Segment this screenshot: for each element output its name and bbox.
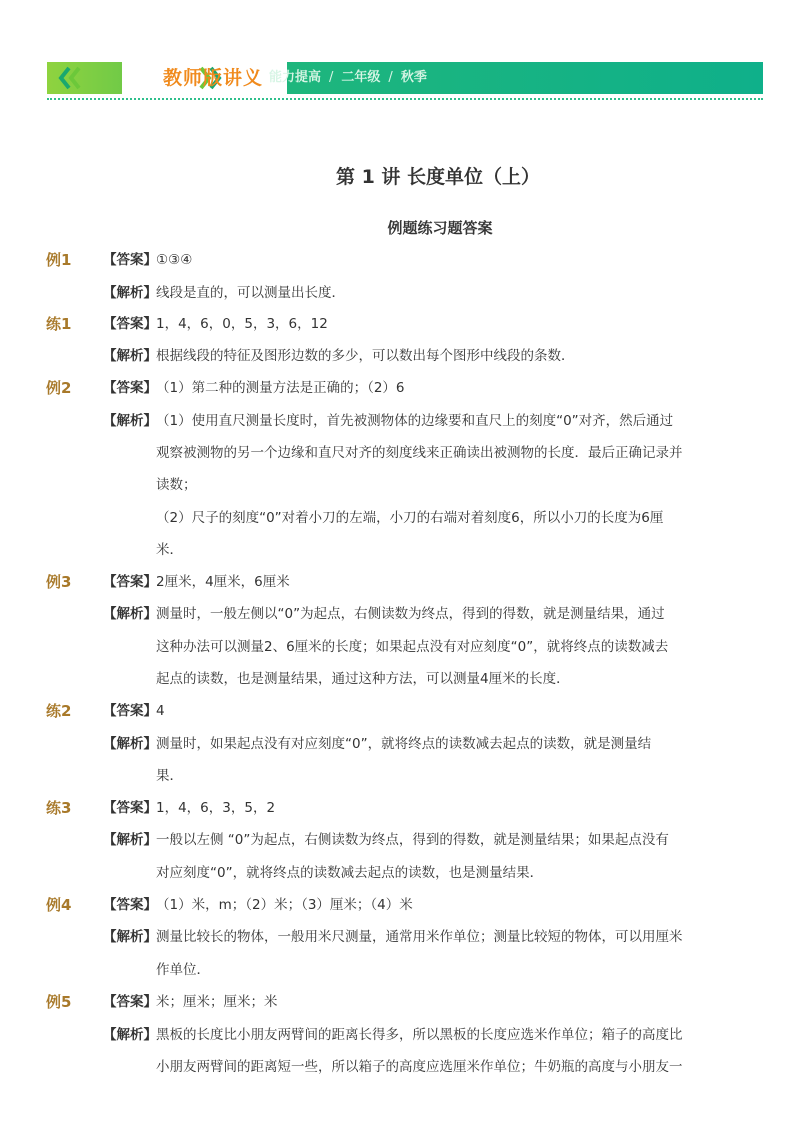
answer-label: 【答案】: [103, 800, 157, 816]
answer-text: （1）米，m；（2）米；（3）厘米；（4）米: [156, 897, 413, 913]
analysis-text: 测量时，如果起点没有对应刻度“0”，就将终点的读数减去起点的读数，就是测量结: [156, 736, 652, 752]
answer-text: 2厘米，4厘米，6厘米: [156, 574, 290, 590]
analysis-text: 米．: [156, 542, 183, 558]
analysis-text: 小朋友两臂间的距离短一些，所以箱子的高度应选厘米作单位；牛奶瓶的高度与小朋友一: [156, 1059, 683, 1075]
brand-title: 教师版讲义: [163, 67, 264, 89]
answer-text: 1，4，6，3，5，2: [156, 800, 276, 816]
answer-label: 【答案】: [103, 574, 157, 590]
analysis-text: 一般以左侧 “0”为起点，右侧读数为终点，得到的得数，就是测量结果；如果起点没有: [156, 832, 669, 848]
breadcrumb-item-ability: 能力提高: [269, 70, 322, 85]
analysis-text: 根据线段的特征及图形边数的多少，可以数出每个图形中线段的条数．: [156, 348, 575, 364]
breadcrumb-separator: /: [388, 70, 393, 85]
entry-tag: 例2: [46, 379, 72, 397]
breadcrumb: [269, 62, 427, 94]
entry-tag: 例5: [46, 993, 72, 1011]
answer-label: 【答案】: [103, 994, 157, 1010]
analysis-text: 读数；: [156, 477, 197, 493]
breadcrumb-separator: /: [329, 70, 334, 85]
entry-tag: 例3: [46, 573, 72, 591]
analysis-text: 起点的读数，也是测量结果，通过这种方法，可以测量4厘米的长度．: [156, 671, 570, 687]
analysis-text: 这种办法可以测量2、6厘米的长度；如果起点没有对应刻度“0”，就将终点的读数减去: [156, 639, 669, 655]
answer-label: 【答案】: [103, 897, 157, 913]
analysis-text: 线段是直的，可以测量出长度．: [156, 285, 345, 301]
analysis-label: 【解析】: [103, 929, 157, 945]
entry-tag: 例4: [46, 896, 72, 914]
header-dotted-divider: [47, 98, 763, 100]
answer-label: 【答案】: [103, 316, 157, 332]
analysis-label: 【解析】: [103, 285, 157, 301]
analysis-label: 【解析】: [103, 736, 157, 752]
answer-label: 【答案】: [103, 252, 157, 268]
double-chevron-left-icon: [57, 66, 83, 90]
analysis-label: 【解析】: [103, 413, 157, 429]
answer-text: （1）第二种的测量方法是正确的；（2）6: [156, 380, 405, 396]
analysis-text: 测量比较长的物体，一般用米尺测量，通常用米作单位；测量比较短的物体，可以用厘米: [156, 929, 683, 945]
page-title: 第 1 讲 长度单位（上）: [335, 166, 541, 188]
breadcrumb-item-grade: 二年级: [341, 70, 381, 85]
analysis-label: 【解析】: [103, 832, 157, 848]
analysis-text: 测量时，一般左侧以“0”为起点，右侧读数为终点，得到的得数，就是测量结果，通过: [156, 606, 665, 622]
entry-tag: 练1: [46, 315, 72, 333]
answer-text: 米；厘米；厘米；米: [156, 994, 278, 1010]
entry-tag: 例1: [46, 251, 72, 269]
answer-label: 【答案】: [103, 703, 157, 719]
analysis-label: 【解析】: [103, 348, 157, 364]
analysis-label: 【解析】: [103, 606, 157, 622]
analysis-text: 观察被测物的另一个边缘和直尺对齐的刻度线来正确读出被测物的长度．最后正确记录并: [156, 445, 683, 461]
answer-text: 1，4，6，0，5，3，6，12: [156, 316, 328, 332]
analysis-text: 作单位．: [156, 962, 210, 978]
header-banner: [47, 62, 763, 94]
answer-text: 4: [156, 703, 165, 719]
section-subtitle: 例题练习题答案: [387, 219, 493, 237]
answer-label: 【答案】: [103, 380, 157, 396]
analysis-text: （1）使用直尺测量长度时，首先被测物体的边缘要和直尺上的刻度“0”对齐，然后通过: [156, 413, 674, 429]
entry-tag: 练3: [46, 799, 72, 817]
entry-tag: 练2: [46, 702, 72, 720]
analysis-text: 黑板的长度比小朋友两臂间的距离长得多，所以黑板的长度应选米作单位；箱子的高度比: [156, 1027, 683, 1043]
breadcrumb-item-season: 秋季: [400, 70, 427, 85]
analysis-label: 【解析】: [103, 1027, 157, 1043]
answer-text: ①③④: [156, 252, 193, 268]
analysis-text: （2）尺子的刻度“0”对着小刀的左端，小刀的右端对着刻度6，所以小刀的长度为6厘: [156, 510, 664, 526]
analysis-text: 对应刻度“0”，就将终点的读数减去起点的读数，也是测量结果．: [156, 865, 544, 881]
analysis-text: 果．: [156, 768, 183, 784]
